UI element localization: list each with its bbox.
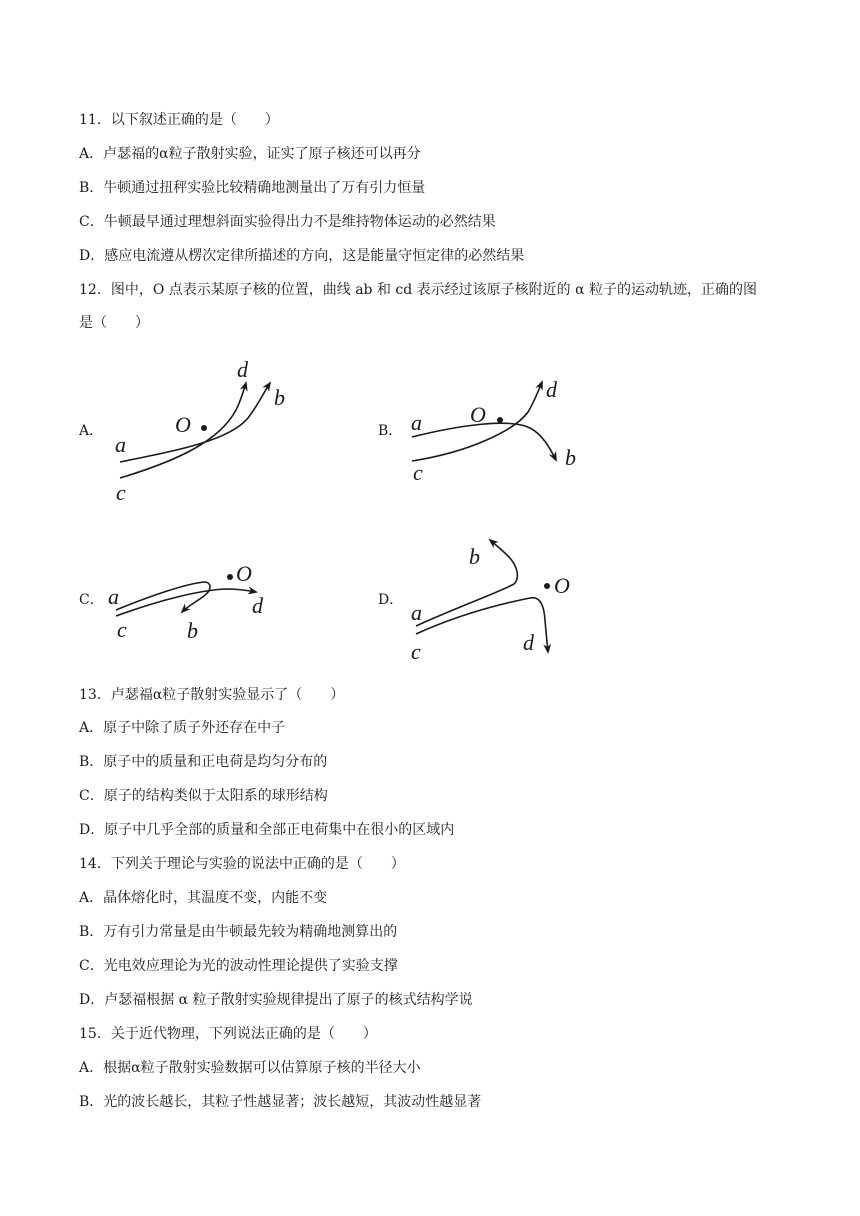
figure-a-nucleus bbox=[201, 425, 207, 431]
q14-option-b[interactable]: B．万有引力常量是由牛顿最先较为精确地测算出的 bbox=[79, 924, 398, 940]
figure-b-label-a: a bbox=[411, 410, 422, 435]
q15-stem: 15．关于近代物理，下列说法正确的是（ ） bbox=[79, 1026, 377, 1042]
q13-option-d[interactable]: D．原子中几乎全部的质量和全部正电荷集中在很小的区域内 bbox=[79, 822, 455, 838]
figure-a-label-a: a bbox=[115, 432, 126, 457]
q15-option-a[interactable]: A．根据α粒子散射实验数据可以估算原子核的半径大小 bbox=[79, 1060, 421, 1076]
q12-stem-line1: 12．图中，O 点表示某原子核的位置，曲线 ab 和 cd 表示经过该原子核附近的 α 粒子的运动轨迹，正确的图 bbox=[79, 282, 758, 298]
q11-option-a[interactable]: A．卢瑟福的α粒子散射实验，证实了原子核还可以再分 bbox=[79, 146, 421, 162]
figure-b-label-b: b bbox=[565, 445, 576, 470]
figure-b-nucleus bbox=[497, 417, 503, 423]
q11-stem: 11．以下叙述正确的是（ ） bbox=[79, 112, 279, 128]
figure-b-label-c: c bbox=[413, 460, 423, 485]
figure-c-label-b: b bbox=[187, 618, 198, 643]
q12-stem-line2: 是（ ） bbox=[79, 315, 149, 331]
q14-stem: 14．下列关于理论与实验的说法中正确的是（ ） bbox=[79, 856, 405, 872]
q12-option-d-label[interactable]: D． bbox=[378, 592, 404, 608]
figure-a-label-b: b bbox=[274, 385, 285, 410]
figure-a-label-d: d bbox=[237, 357, 248, 382]
figure-c-path-cd bbox=[116, 589, 256, 616]
figure-c-label-a: a bbox=[108, 584, 119, 609]
figure-a-path-ab bbox=[120, 383, 270, 462]
q13-option-c[interactable]: C．原子的结构类似于太阳系的球形结构 bbox=[79, 788, 328, 804]
q14-option-a[interactable]: A．晶体熔化时，其温度不变，内能不变 bbox=[79, 890, 328, 906]
figure-c-label-d: d bbox=[252, 593, 263, 618]
q11-option-d[interactable]: D．感应电流遵从楞次定律所描述的方向，这是能量守恒定律的必然结果 bbox=[79, 248, 525, 264]
figure-b-label-d: d bbox=[546, 377, 557, 402]
figure-d-label-b: b bbox=[469, 544, 480, 569]
figure-d-label-a: a bbox=[411, 600, 422, 625]
figure-d-label-o: O bbox=[554, 573, 570, 598]
figure-a-label-o: O bbox=[175, 412, 191, 437]
figure-c[interactable] bbox=[108, 561, 264, 643]
figure-d-label-c: c bbox=[411, 639, 421, 664]
figure-d-path-ab bbox=[416, 540, 517, 626]
q12-option-a-label[interactable]: A． bbox=[79, 423, 104, 439]
q15-option-b[interactable]: B．光的波长越长，其粒子性越显著；波长越短，其波动性越显著 bbox=[79, 1094, 482, 1110]
q12-option-b-label[interactable]: B． bbox=[378, 423, 403, 439]
q11-option-b[interactable]: B．牛顿通过扭秤实验比较精确地测量出了万有引力恒量 bbox=[79, 180, 426, 196]
figure-d-nucleus bbox=[544, 583, 550, 589]
figure-a[interactable] bbox=[115, 357, 285, 505]
figure-b-label-o: O bbox=[470, 402, 486, 427]
figure-b[interactable] bbox=[411, 377, 576, 485]
figure-c-nucleus bbox=[227, 574, 233, 580]
q13-stem: 13．卢瑟福α粒子散射实验显示了（ ） bbox=[79, 687, 345, 703]
q11-option-c[interactable]: C．牛顿最早通过理想斜面实验得出力不是维持物体运动的必然结果 bbox=[79, 214, 496, 230]
figure-a-label-c: c bbox=[116, 480, 126, 505]
q14-option-c[interactable]: C．光电效应理论为光的波动性理论提供了实验支撑 bbox=[79, 958, 398, 974]
figure-c-path-ab bbox=[116, 582, 210, 612]
figure-d[interactable] bbox=[411, 540, 570, 664]
q14-option-d[interactable]: D．卢瑟福根据 α 粒子散射实验规律提出了原子的核式结构学说 bbox=[79, 992, 473, 1008]
q12-option-c-label[interactable]: C． bbox=[79, 592, 104, 608]
q13-option-a[interactable]: A．原子中除了质子外还存在中子 bbox=[79, 720, 286, 736]
figure-c-label-o: O bbox=[236, 561, 252, 586]
q13-option-b[interactable]: B．原子中的质量和正电荷是均匀分布的 bbox=[79, 754, 328, 770]
figure-c-label-c: c bbox=[117, 617, 127, 642]
figure-d-label-d: d bbox=[523, 630, 534, 655]
